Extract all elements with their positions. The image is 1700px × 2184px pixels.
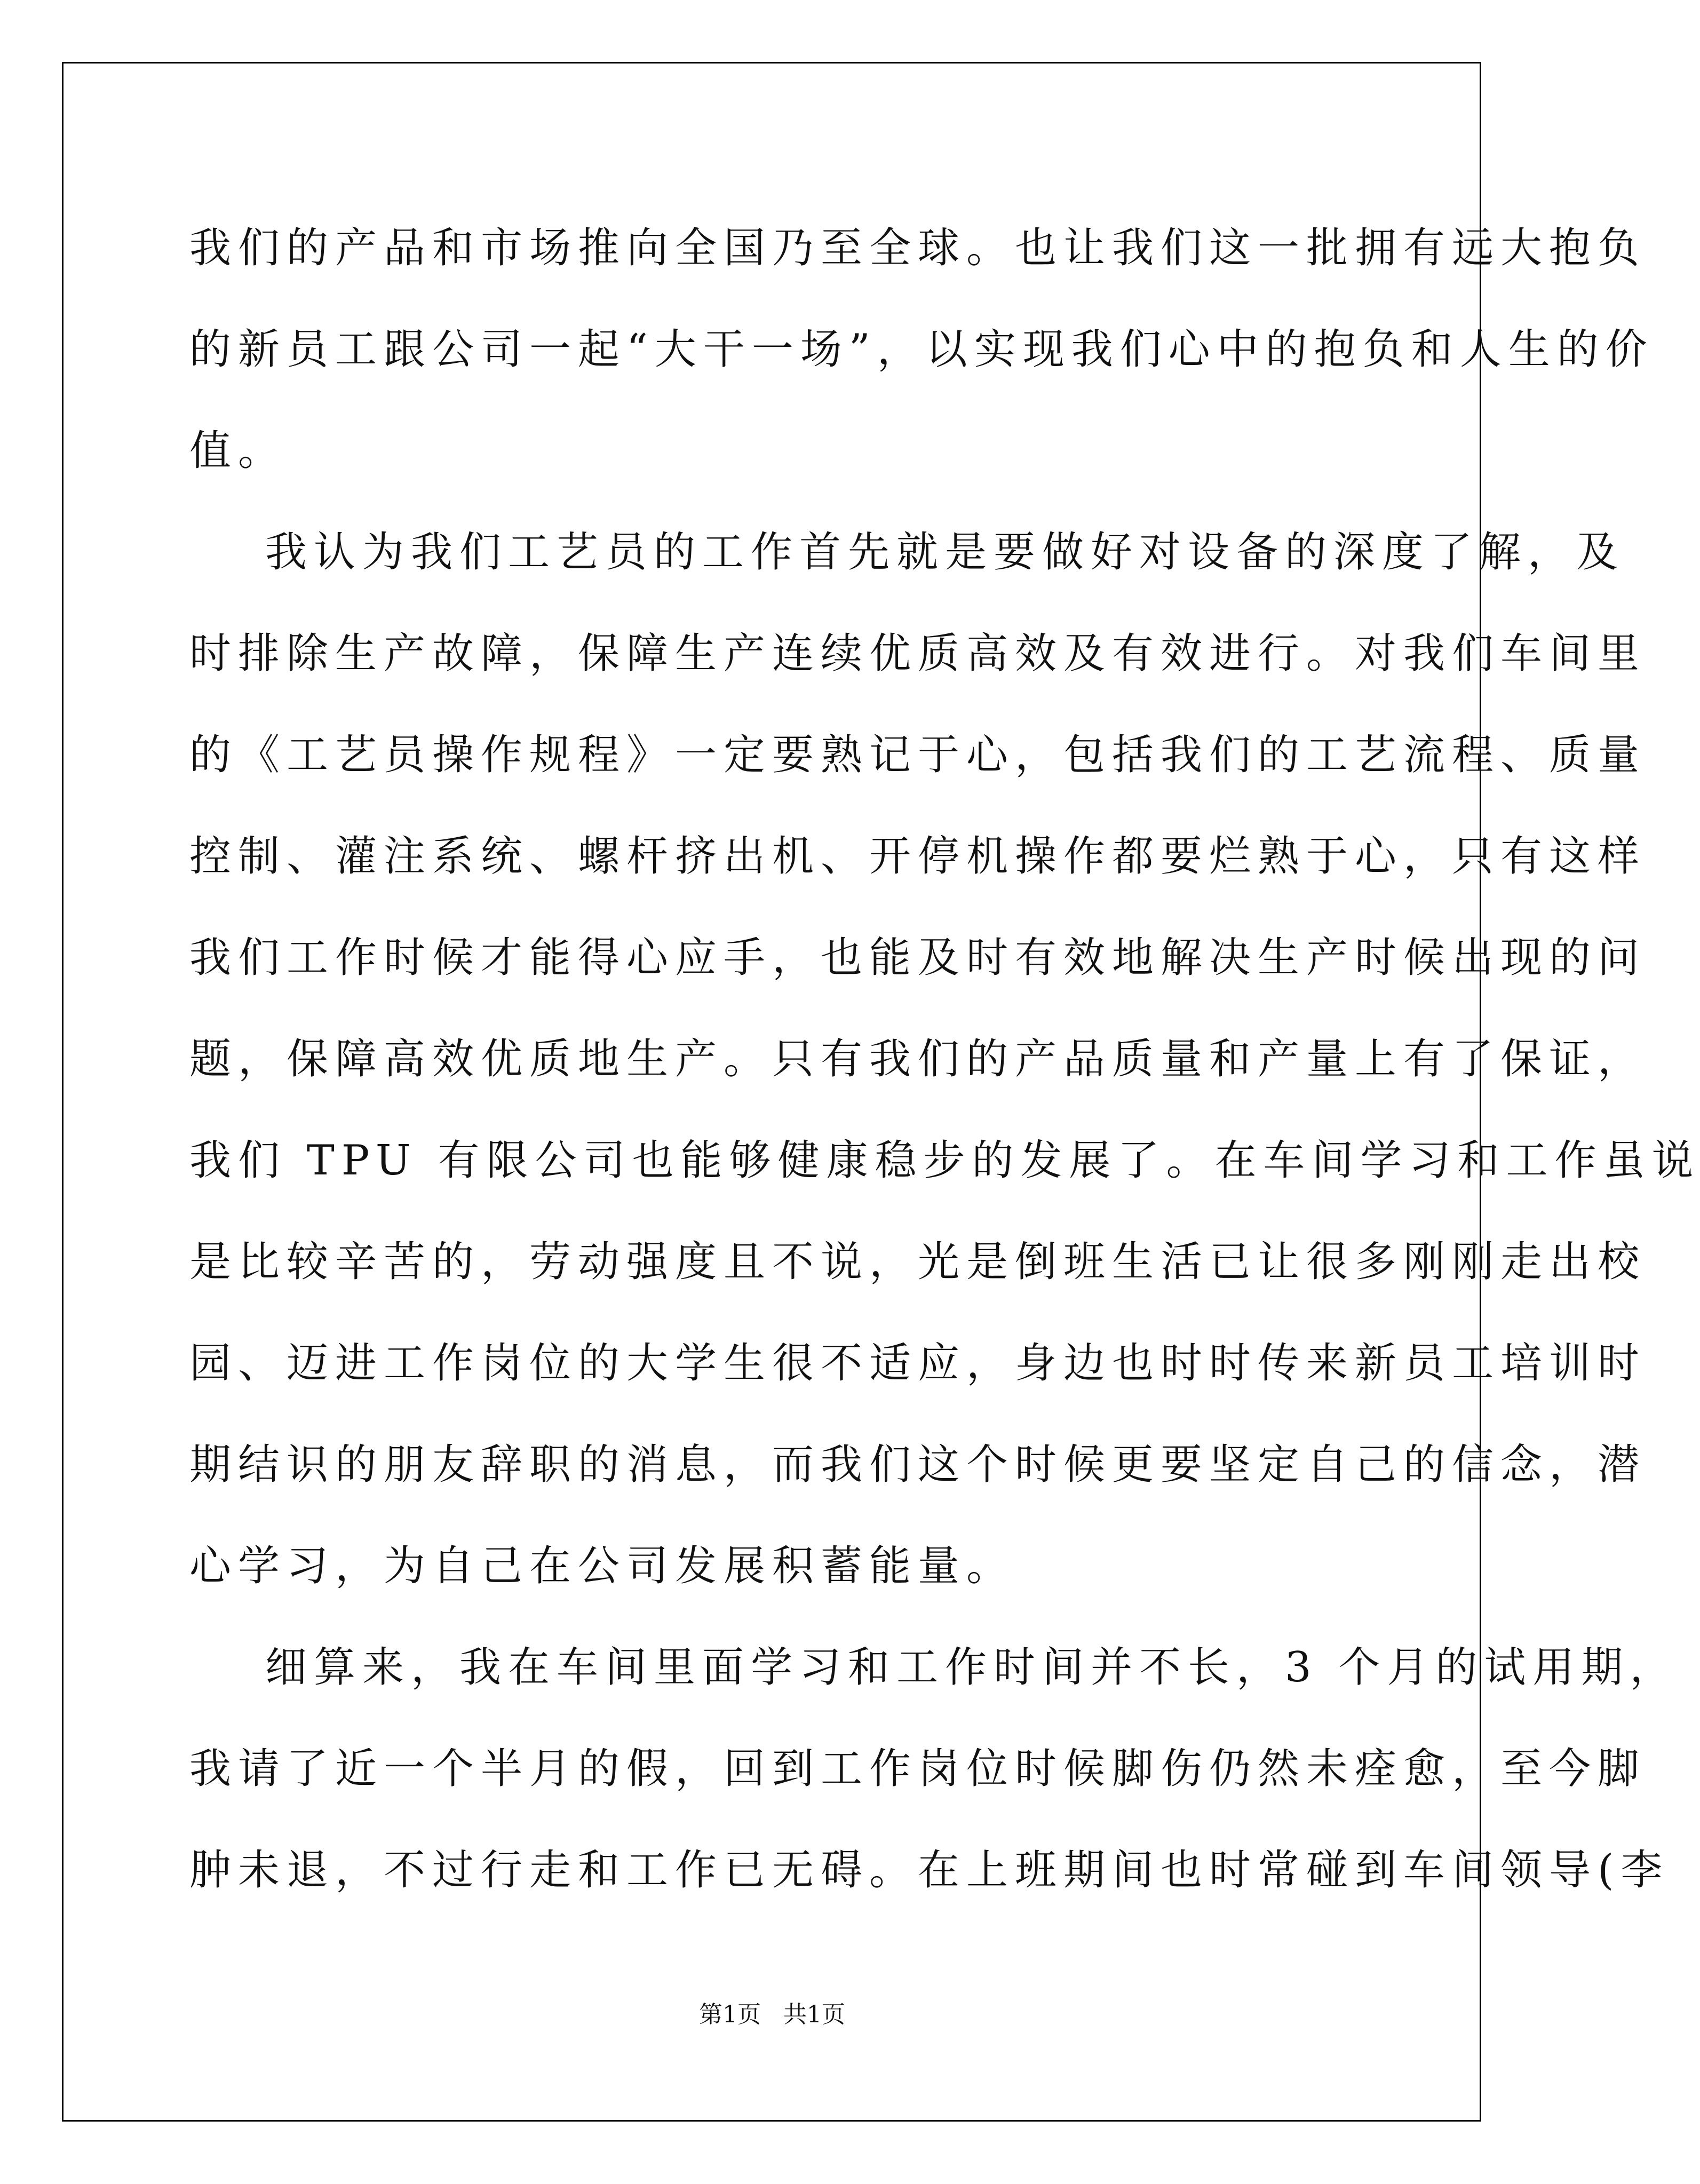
text-line: 控制、灌注系统、螺杆挤出机、开停机操作都要烂熟于心，只有这样 [189,832,1647,880]
text-line: 肿未退，不过行走和工作已无碍。在上班期间也时常碰到车间领导(李 [189,1846,1670,1894]
paragraph-first-line: 我认为我们工艺员的工作首先就是要做好对设备的深度了解，及 [265,528,1625,576]
text-line: 园、迈进工作岗位的大学生很不适应，身边也时时传来新员工培训时 [189,1339,1647,1387]
text-line: 的《工艺员操作规程》一定要熟记于心，包括我们的工艺流程、质量 [189,731,1647,779]
text-line: 时排除生产故障，保障生产连续优质高效及有效进行。对我们车间里 [189,630,1647,678]
text-line: 心学习，为自己在公司发展积蓄能量。 [189,1542,1015,1590]
text-line: 期结识的朋友辞职的消息，而我们这个时候更要坚定自己的信念，潜 [189,1441,1647,1489]
text-line: 我请了近一个半月的假，回到工作岗位时候脚伤仍然未痊愈，至今脚 [189,1745,1647,1793]
text-line: 值。 [189,427,287,475]
document-body [189,197,1700,1921]
text-line: 我们 TPU 有限公司也能够健康稳步的发展了。在车间学习和工作虽说 [189,1137,1700,1185]
page-footer: 第1页 共1页 [699,2001,845,2028]
text-line: 题，保障高效优质地生产。只有我们的产品质量和产量上有了保证， [189,1035,1647,1083]
text-line: 我们工作时候才能得心应手，也能及时有效地解决生产时候出现的问 [189,934,1647,982]
text-line: 的新员工跟公司一起“大干一场”，以实现我们心中的抱负和人生的价 [189,325,1654,374]
paragraph-first-line: 细算来，我在车间里面学习和工作时间并不长，3 个月的试用期， [265,1643,1679,1691]
text-line: 我们的产品和市场推向全国乃至全球。也让我们这一批拥有远大抱负 [189,224,1647,272]
text-line: 是比较辛苦的，劳动强度且不说，光是倒班生活已让很多刚刚走出校 [189,1238,1647,1286]
